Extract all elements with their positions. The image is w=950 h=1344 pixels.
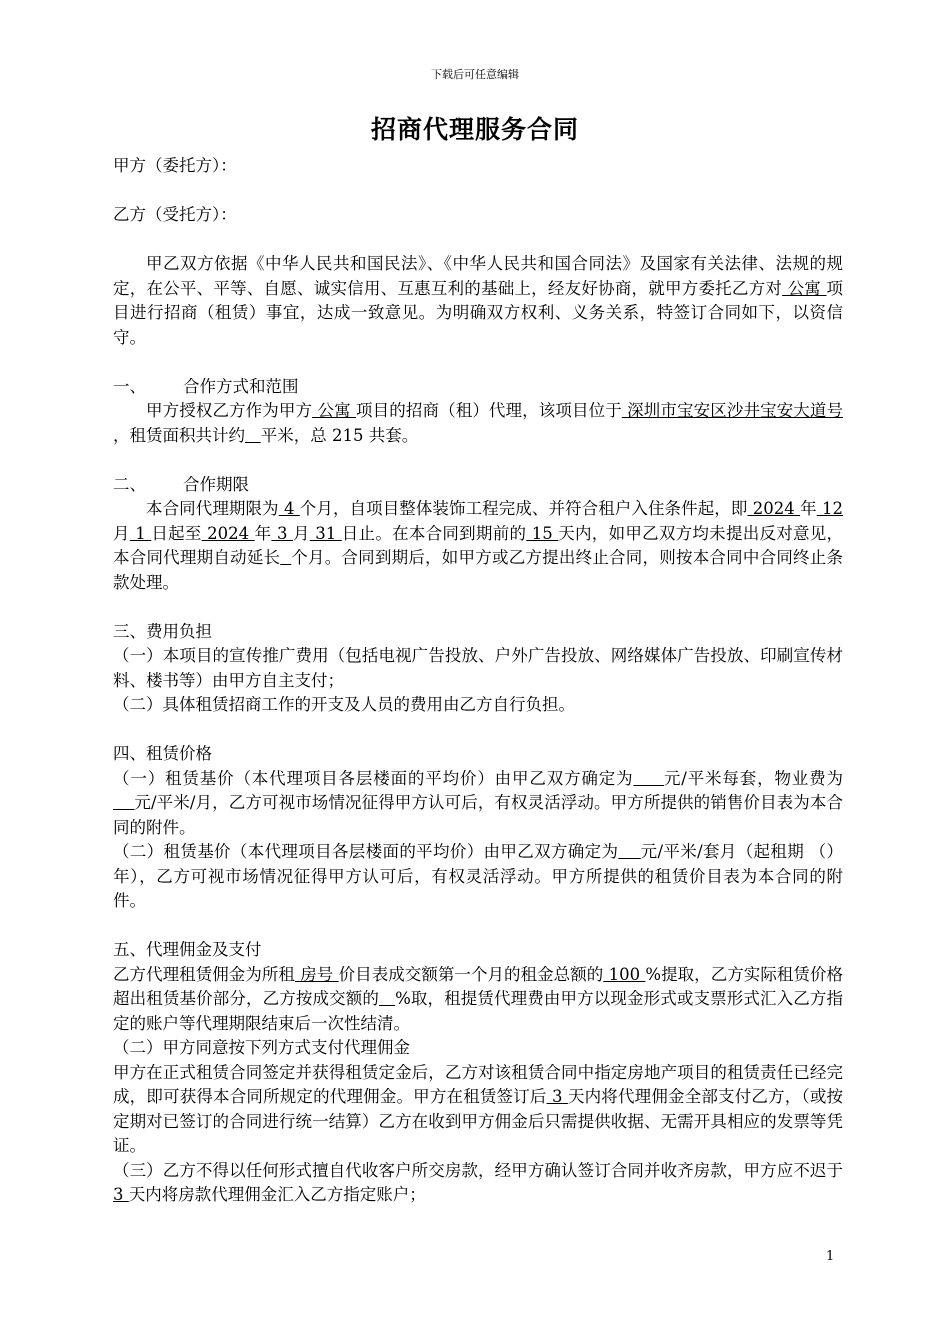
- section-3-item-2: （二）具体租赁招商工作的开支及人员的费用由乙方自行负担。: [113, 695, 575, 714]
- rent-price-blank: [618, 842, 640, 861]
- area-blank: [245, 426, 261, 445]
- page-number: 1: [826, 1249, 835, 1264]
- section-5-item-2: （二）甲方同意按下列方式支付代理佣金: [113, 1038, 410, 1057]
- section-2-paragraph: [113, 497, 843, 595]
- transfer-days-blank: 3: [113, 1185, 129, 1204]
- section-text: 天内将代理佣金全部支付乙方，（或按定期对已签订的合同进行统一结算）乙方在收到甲方佣金后只需提供收据、无需开具相应的发票等凭证。: [113, 1087, 844, 1155]
- commission-percent-blank: 100: [603, 964, 646, 984]
- intro-text: 甲乙双方依据《中华人民共和国民法》、《中华人民共和国合同法》及国家有关法律、法规的规定，在公平、平等、自愿、诚实信用、互惠互利的基础上，经友好协商，就甲方委托乙方对: [113, 254, 843, 298]
- project-name-blank: 公寓: [782, 278, 827, 298]
- section-text: 元/平米每套，物业费为: [663, 768, 844, 788]
- section-text: 甲方在正式租赁合同签定并获得租赁定金后，乙方对该租赁合同中指定房地产项目的租赁责任已经完成，即可获得本合同所规定的代理佣金。甲方在租赁签订后: [113, 1062, 843, 1106]
- section-text: %取，租提赁代理费由甲方以现金形式或支票形式汇入乙方指定的账户等代理期限结束后一次性结清。: [113, 989, 843, 1033]
- months-blank: 4: [278, 499, 300, 518]
- contract-body: [113, 154, 843, 1208]
- section-text: 价目表成交额第一个月的租金总额的: [338, 964, 604, 984]
- section-text: 天内，如甲乙双方均未提出反对意见，本合同代理期自动延长: [113, 523, 844, 567]
- party-a-line: 甲方（委托方）：: [113, 156, 237, 175]
- start-year-blank: 2024: [747, 499, 801, 518]
- extension-blank: [280, 548, 291, 567]
- location-blank: 深圳市宝安区沙井宝安大道号: [621, 401, 844, 420]
- section-text: 年: [800, 499, 817, 518]
- section-1-heading: [113, 375, 843, 400]
- section-5-item-3: [113, 1061, 843, 1159]
- section-text: 日起至: [151, 523, 202, 543]
- section-text: 项目的招商（租）代理，该项目位于: [356, 401, 622, 420]
- section-text: 个月，自项目整体装饰工程完成、并符合租户入住条件起，即: [299, 499, 748, 518]
- section-text: ，租赁面积共计约: [113, 425, 245, 445]
- section-text: （三）乙方不得以任何形式擅自代收客户所交房款，经甲方确认签订合同并收齐房款，甲方应不迟于: [113, 1160, 843, 1180]
- section-5-item-4: [113, 1159, 843, 1208]
- intro-paragraph: [113, 252, 843, 350]
- intro-text: 项目进行招商（租赁）事宜，达成一致意见。为明确双方权利、义务关系，特签订合同如下，以资信守。: [113, 278, 843, 347]
- section-title: 合作方式和范围: [183, 376, 299, 396]
- section-number: 一、: [113, 376, 146, 396]
- section-1-paragraph: [113, 399, 843, 448]
- document-title: 招商代理服务合同: [370, 115, 579, 144]
- section-text: 甲方授权乙方作为甲方: [146, 401, 313, 420]
- party-b-line: 乙方（受托方）：: [113, 205, 237, 224]
- section-4-item-1: [113, 767, 843, 841]
- section-text: 元/平米/套月（起租期 （）年），乙方可视市场情况征得甲方认可后，有权灵活浮动。甲方所提供的租赁价目表为本合同的附件。: [113, 842, 843, 910]
- start-month-blank: 12: [816, 499, 844, 518]
- end-month-blank: 3: [271, 523, 293, 543]
- section-text: 日止。在本合同到期前的: [341, 523, 527, 543]
- room-number-blank: 房号: [294, 964, 339, 984]
- section-2-heading: [113, 473, 843, 498]
- section-4-item-2: [113, 840, 843, 914]
- section-text: %提取，乙方实际租赁价格超出租赁基价部分，乙方按成交额的: [113, 964, 844, 1008]
- end-year-blank: 2024: [201, 523, 255, 543]
- section-3-heading: 三、费用负担: [113, 621, 212, 641]
- property-fee-blank: [113, 793, 134, 812]
- section-title: 合作期限: [183, 474, 249, 494]
- section-5-item-1: [113, 963, 843, 1037]
- excess-percent-blank: [379, 989, 395, 1008]
- header-note: 下载后可任意编辑: [431, 68, 519, 81]
- section-text: （二）租赁基价（本代理项目各层楼面的平均价）由甲乙双方确定为: [113, 842, 619, 861]
- section-3-item-1: （一）本项目的宣传推广费用（包括电视广告投放、户外广告投放、网络媒体广告投放、印刷宣传材料、楼书等）由甲方自主支付；: [113, 646, 843, 690]
- section-text: 月: [113, 523, 130, 543]
- end-day-blank: 31: [309, 523, 342, 543]
- start-day-blank: 1: [129, 523, 152, 543]
- section-number: 二、: [113, 474, 146, 494]
- section-4-heading: 四、租赁价格: [113, 744, 212, 763]
- project-name-blank: 公寓: [312, 401, 357, 420]
- base-price-blank: [633, 769, 663, 788]
- payment-days-blank: 3: [546, 1087, 568, 1106]
- section-text: 元/平米/月，乙方可视市场情况征得甲方认可后，有权灵活浮动。甲方所提供的销售价目表为本合同的附件。: [113, 793, 843, 837]
- section-text: 平米，总 215 共套。: [260, 425, 419, 445]
- section-text: 个月。合同到期后，如甲方或乙方提出终止合同，则按本合同中合同终止条款处理。: [113, 548, 844, 592]
- section-text: 月: [292, 523, 310, 543]
- section-text: 年: [254, 523, 272, 543]
- section-text: 乙方代理租赁佣金为所租: [113, 964, 295, 984]
- section-text: 本合同代理期限为: [146, 499, 279, 518]
- section-text: （一）租赁基价（本代理项目各层楼面的平均价）由甲乙双方确定为: [113, 768, 634, 788]
- section-text: 天内将房款代理佣金汇入乙方指定账户；: [128, 1185, 426, 1204]
- section-5-heading: 五、代理佣金及支付: [113, 940, 262, 959]
- notice-days-blank: 15: [526, 523, 559, 543]
